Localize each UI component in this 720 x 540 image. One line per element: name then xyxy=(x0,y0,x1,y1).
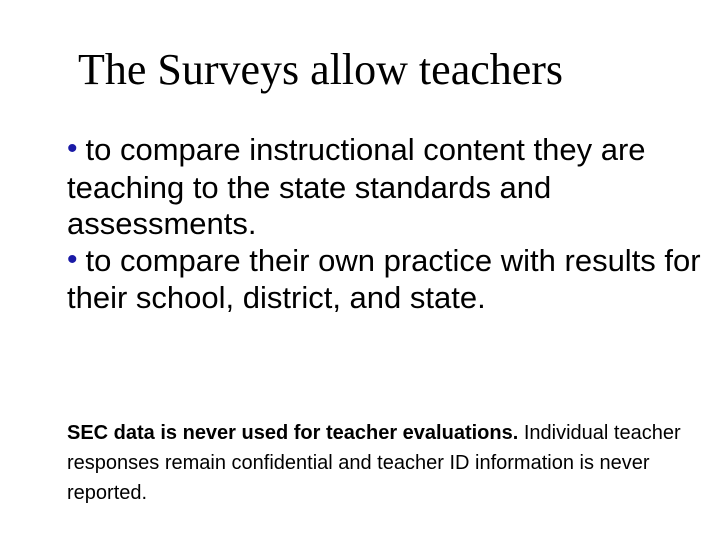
privacy-note xyxy=(67,418,687,508)
bullet-item xyxy=(67,243,707,317)
bullet-text: to compare their own practice with results for their school, district, and state. xyxy=(67,242,701,315)
slide-title: The Surveys allow teachers xyxy=(78,45,564,94)
note-text: Individual teacher responses remain confidential and teacher ID information is never reported. xyxy=(67,422,681,504)
bullet-item xyxy=(67,132,707,243)
bullet-text: to compare instructional content they are teaching to the state standards and assessments. xyxy=(67,132,646,241)
bullet-icon: • xyxy=(67,132,78,165)
note-bold-statement: SEC data is never used for teacher evaluations. xyxy=(67,422,519,444)
bullet-list xyxy=(67,132,707,317)
bullet-icon: • xyxy=(67,242,78,276)
